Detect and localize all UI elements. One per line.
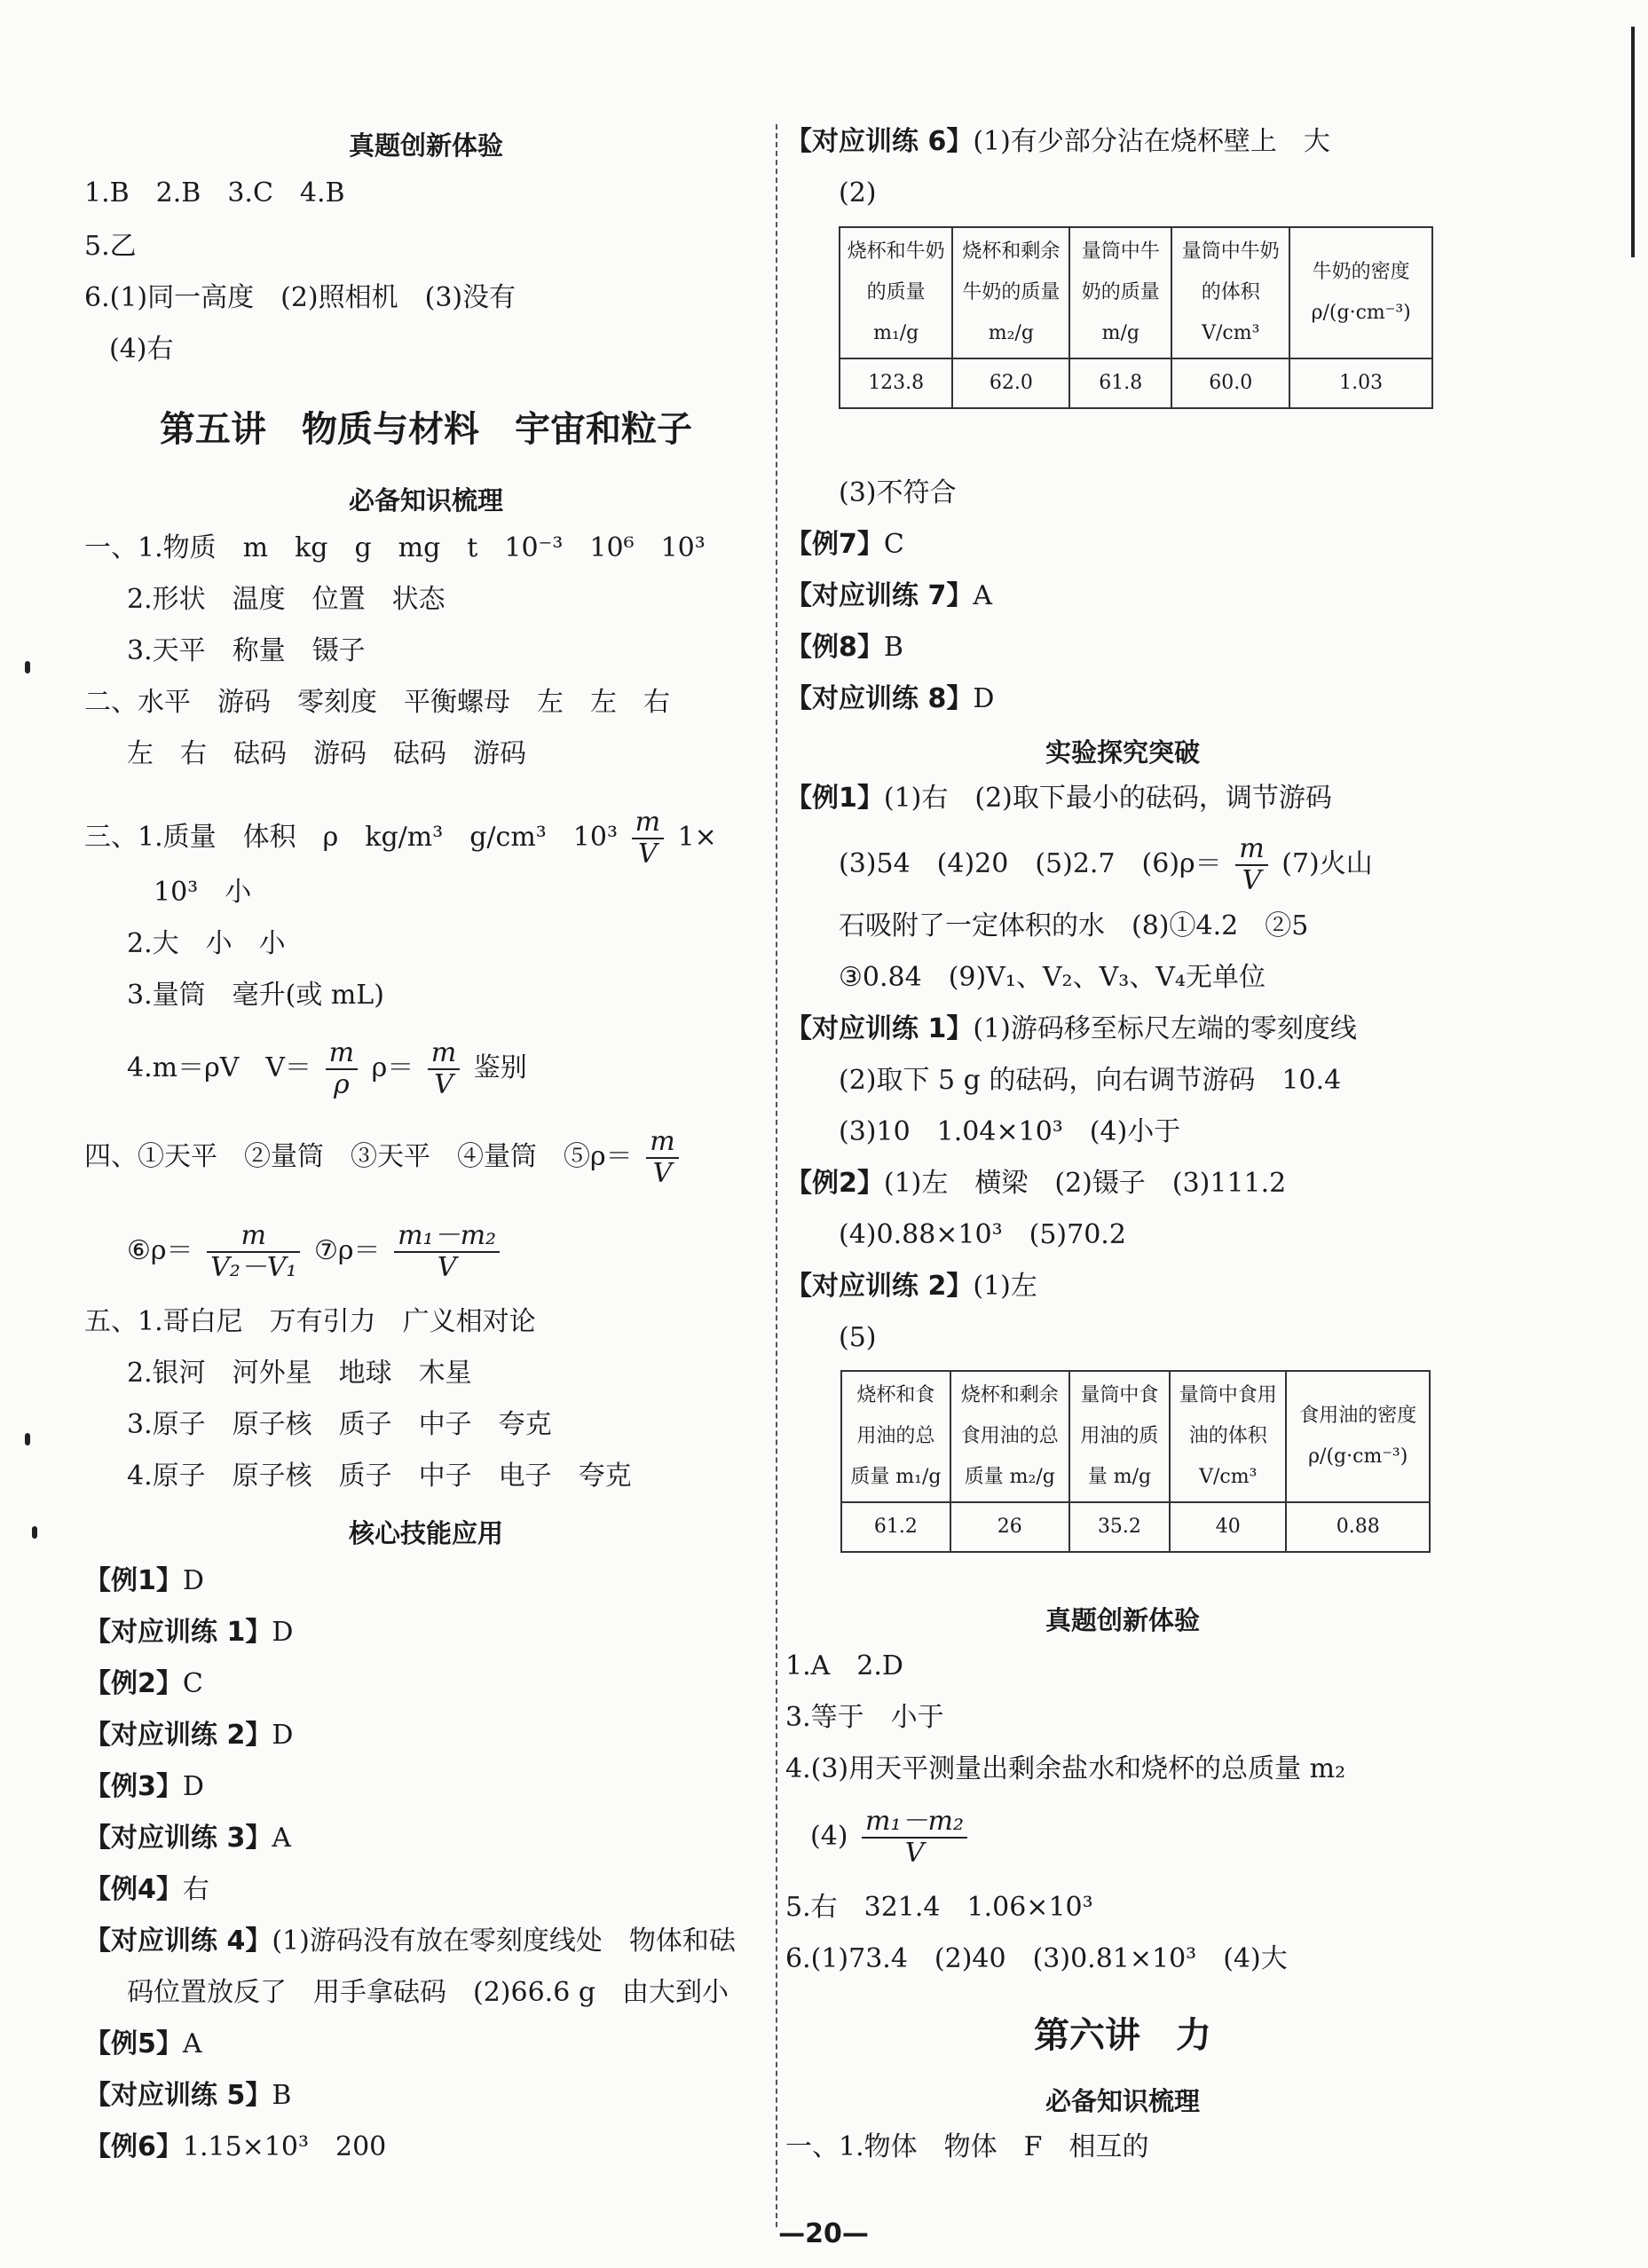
fraction-numerator: m (326, 1038, 358, 1070)
answer-text: 4.m＝ρV V＝ (127, 1052, 312, 1083)
answer-text: D (182, 1565, 204, 1596)
answer-text: ⑦ρ＝ (314, 1235, 381, 1266)
answer-line (785, 579, 992, 614)
answer-line (785, 630, 903, 665)
table-row (841, 1502, 1430, 1552)
section-title: 真题创新体验 (348, 130, 503, 161)
column-divider (776, 124, 777, 2227)
answer-line (84, 1122, 684, 1193)
table-header-cell: 烧杯和剩余食用油的总质量 m₂/g (950, 1371, 1069, 1502)
fraction-denominator: V (652, 1158, 673, 1189)
table-header-cell: 烧杯和牛奶的质量 m₁/g (840, 227, 952, 358)
answer-text: D (182, 1771, 204, 1802)
fraction-denominator: V (904, 1838, 925, 1869)
training-tag: 【对应训练 4】 (84, 1925, 272, 1957)
answer-text: (1)左 横梁 (2)镊子 (3)111.2 (883, 1168, 1287, 1199)
example-tag: 【例8】 (785, 632, 884, 663)
example-tag: 【例6】 (84, 2131, 183, 2162)
answer-text: (3)54 (4)20 (5)2.7 (6)ρ＝ (839, 848, 1222, 879)
answer-line: 石吸附了一定体积的水 (8)①4.2 ②5 (839, 910, 1309, 941)
table-header-cell: 牛奶的密度 ρ/(g·cm⁻³) (1289, 227, 1432, 358)
answer-line (84, 1924, 736, 1959)
fraction-numerator: m (207, 1221, 300, 1253)
answer-line: 3.原子 原子核 质子 中子 夸克 (127, 1409, 552, 1440)
example-tag: 【例2】 (84, 1668, 183, 1699)
answer-text: (1)游码没有放在零刻度线处 物体和砝 (272, 1925, 736, 1957)
table-header-cell: 烧杯和剩余牛奶的质量 m₂/g (952, 227, 1069, 358)
answer-line: 1.A 2.D (785, 1650, 903, 1681)
example-tag: 【例1】 (785, 783, 884, 814)
answer-line: (2)取下 5 g 的砝码，向右调节游码 10.4 (839, 1065, 1342, 1096)
answer-line: 2.形状 温度 位置 状态 (127, 584, 446, 615)
fraction (326, 1038, 358, 1100)
answer-line (785, 1012, 1357, 1047)
answer-text: (1)有少部分沾在烧杯壁上 大 (973, 126, 1330, 157)
fraction-denominator: V (637, 839, 658, 870)
answer-text: 四、①天平 ②量筒 ③天平 ④量筒 ⑤ρ＝ (84, 1141, 633, 1172)
table-header-cell: 量筒中食用油的质量 m/g (1069, 1371, 1170, 1502)
fraction (632, 807, 664, 870)
training-tag: 【对应训练 7】 (785, 580, 974, 611)
fraction (207, 1221, 300, 1283)
example-tag: 【例2】 (785, 1168, 884, 1199)
answer-line: 6.(1)73.4 (2)40 (3)0.81×10³ (4)大 (785, 1943, 1288, 1974)
answer-line (839, 829, 1373, 900)
answer-text: (1)右 (2)取下最小的砝码，调节游码 (883, 783, 1332, 814)
answer-line: 6.(1)同一高度 (2)照相机 (3)没有 (84, 282, 516, 313)
answer-line: 2.银河 河外星 地球 木星 (127, 1358, 472, 1389)
answer-line (785, 527, 904, 563)
answer-line: 一、1.物质 m kg g mg t 10⁻³ 10⁶ 10³ (84, 532, 706, 563)
table-cell: 62.0 (952, 358, 1069, 408)
answer-line: 码位置放反了 用手拿砝码 (2)66.6 g 由大到小 (127, 1977, 729, 2008)
training-tag: 【对应训练 5】 (84, 2080, 272, 2111)
fraction-denominator: V₂－V₁ (210, 1252, 297, 1283)
table-header-cell: 量筒中食用油的体积 V/cm³ (1170, 1371, 1286, 1502)
training-tag: 【对应训练 2】 (785, 1271, 974, 1302)
table-row (840, 358, 1432, 408)
answer-line (810, 1801, 973, 1872)
table-header-row (841, 1371, 1430, 1502)
answer-text: (1)游码移至标尺左端的零刻度线 (973, 1013, 1357, 1044)
answer-text: 1.15×10³ 200 (182, 2131, 387, 2162)
answer-line (127, 1216, 505, 1287)
answer-line: (5) (839, 1322, 877, 1353)
answer-line (84, 2027, 202, 2062)
answer-text: C (182, 1668, 203, 1699)
fraction-numerator: m₁－m₂ (862, 1807, 967, 1839)
answer-line: 10³ 小 (154, 877, 252, 908)
table-header-cell: 烧杯和食用油的总质量 m₁/g (841, 1371, 950, 1502)
fraction-numerator: m (632, 807, 664, 839)
margin-dot (25, 1433, 30, 1445)
answer-line (84, 1563, 204, 1599)
answer-line (84, 2130, 386, 2165)
example-tag: 【例7】 (785, 529, 884, 560)
answer-line: 4.原子 原子核 质子 中子 电子 夸克 (127, 1461, 632, 1492)
training-tag: 【对应训练 8】 (785, 683, 974, 714)
fraction-denominator: ρ (334, 1069, 350, 1100)
table-header-cell: 食用油的密度 ρ/(g·cm⁻³) (1286, 1371, 1430, 1502)
page-number: —20— (778, 2218, 869, 2249)
answer-line (84, 1615, 293, 1650)
answer-line: (3)不符合 (839, 477, 957, 508)
fraction (646, 1127, 678, 1189)
example-tag: 【例5】 (84, 2028, 183, 2059)
answer-text: D (272, 1617, 294, 1648)
answer-line: 3.量筒 毫升(或 mL) (127, 980, 384, 1011)
answer-line: (4)右 (109, 334, 174, 365)
answer-text: B (272, 2080, 292, 2111)
table-cell: 35.2 (1069, 1502, 1170, 1552)
milk-density-table (839, 226, 1433, 409)
answer-line: 5.乙 (84, 231, 137, 262)
table-cell: 60.0 (1171, 358, 1289, 408)
margin-dot (32, 1526, 37, 1539)
table-cell: 1.03 (1289, 358, 1432, 408)
fraction-numerator: m (1235, 834, 1267, 866)
table-cell: 40 (1170, 1502, 1286, 1552)
answer-line (785, 1166, 1286, 1201)
answer-text: B (883, 632, 903, 663)
answer-line (84, 2078, 291, 2114)
answer-line: 3.天平 称量 镊子 (127, 635, 366, 666)
oil-density-table (840, 1370, 1431, 1553)
answer-text: (4) (810, 1821, 848, 1852)
answer-text: A (973, 580, 992, 611)
table-cell: 61.8 (1069, 358, 1171, 408)
example-tag: 【例3】 (84, 1771, 183, 1802)
answer-line: 2.大 小 小 (127, 928, 286, 959)
answer-line (785, 124, 1330, 160)
answer-text: ρ＝ (371, 1052, 414, 1083)
fraction-numerator: m (428, 1038, 460, 1070)
answer-line: ③0.84 (9)V₁、V₂、V₃、V₄无单位 (839, 962, 1266, 993)
answer-line (785, 781, 1332, 816)
fraction-numerator: m (646, 1127, 678, 1159)
fraction-denominator: V (1242, 865, 1262, 896)
page-edge-mark (1631, 27, 1635, 257)
answer-line: 4.(3)用天平测量出剩余盐水和烧杯的总质量 m₂ (785, 1753, 1346, 1784)
answer-line: (2) (839, 177, 877, 209)
answer-text: D (973, 683, 995, 714)
answer-line (127, 1033, 527, 1104)
answer-line (84, 1666, 203, 1702)
answer-line (84, 1769, 204, 1805)
table-cell: 26 (950, 1502, 1069, 1552)
answer-line: 左 右 砝码 游码 砝码 游码 (127, 738, 526, 769)
answer-line: 二、水平 游码 零刻度 平衡螺母 左 左 右 (84, 687, 670, 718)
section-title: 真题创新体验 (1045, 1605, 1200, 1635)
answer-text: 1× (677, 822, 717, 853)
answer-text: 右 (182, 1874, 209, 1905)
table-header-cell: 量筒中牛奶的体积 V/cm³ (1171, 227, 1289, 358)
answer-text: C (883, 529, 904, 560)
table-cell: 0.88 (1286, 1502, 1430, 1552)
table-cell: 61.2 (841, 1502, 950, 1552)
lecture-title: 第六讲 力 (1034, 2015, 1211, 2056)
fraction (428, 1038, 460, 1100)
answer-line: 3.等于 小于 (785, 1702, 944, 1733)
example-tag: 【例1】 (84, 1565, 183, 1596)
fraction (862, 1807, 967, 1869)
answer-text: A (272, 1823, 291, 1854)
answer-line: 5.右 321.4 1.06×10³ (785, 1892, 1093, 1923)
fraction (1235, 834, 1267, 896)
answer-text: (1)左 (973, 1271, 1037, 1302)
table-cell: 123.8 (840, 358, 952, 408)
answer-line: 一、1.物体 物体 F 相互的 (785, 2131, 1149, 2162)
answer-line: 1.B 2.B 3.C 4.B (84, 177, 345, 209)
example-tag: 【例4】 (84, 1874, 183, 1905)
answer-line: (4)0.88×10³ (5)70.2 (839, 1219, 1126, 1250)
answer-text: A (182, 2028, 202, 2059)
section-title: 核心技能应用 (348, 1518, 503, 1548)
lecture-title: 第五讲 物质与材料 宇宙和粒子 (160, 409, 692, 450)
section-title: 实验探究突破 (1045, 737, 1200, 768)
answer-line (84, 1821, 291, 1856)
fraction-denominator: V (437, 1252, 457, 1283)
training-tag: 【对应训练 1】 (785, 1013, 974, 1044)
section-title: 必备知识梳理 (348, 485, 503, 516)
fraction-denominator: V (434, 1069, 453, 1100)
answer-line: (3)10 1.04×10³ (4)小于 (839, 1116, 1181, 1147)
answer-text: ⑥ρ＝ (127, 1235, 193, 1266)
fraction-numerator: m₁－m₂ (394, 1221, 500, 1253)
answer-text: (7)火山 (1281, 848, 1373, 879)
training-tag: 【对应训练 6】 (785, 126, 974, 157)
answer-text: 三、1.质量 体积 ρ kg/m³ g/cm³ 10³ (84, 822, 619, 853)
training-tag: 【对应训练 3】 (84, 1823, 272, 1854)
table-header-row (840, 227, 1432, 358)
answer-text: D (272, 1720, 294, 1751)
answer-line (785, 681, 994, 717)
answer-line (84, 1872, 209, 1908)
answer-text: 鉴别 (473, 1052, 527, 1083)
answer-line (785, 1269, 1037, 1304)
section-title: 必备知识梳理 (1045, 2086, 1200, 2116)
answer-line: 五、1.哥白尼 万有引力 广义相对论 (84, 1306, 536, 1337)
answer-line (84, 802, 717, 873)
training-tag: 【对应训练 1】 (84, 1617, 272, 1648)
margin-dot (25, 661, 30, 673)
fraction (394, 1221, 500, 1283)
table-header-cell: 量筒中牛奶的质量 m/g (1069, 227, 1171, 358)
answer-line (84, 1718, 293, 1753)
training-tag: 【对应训练 2】 (84, 1720, 272, 1751)
